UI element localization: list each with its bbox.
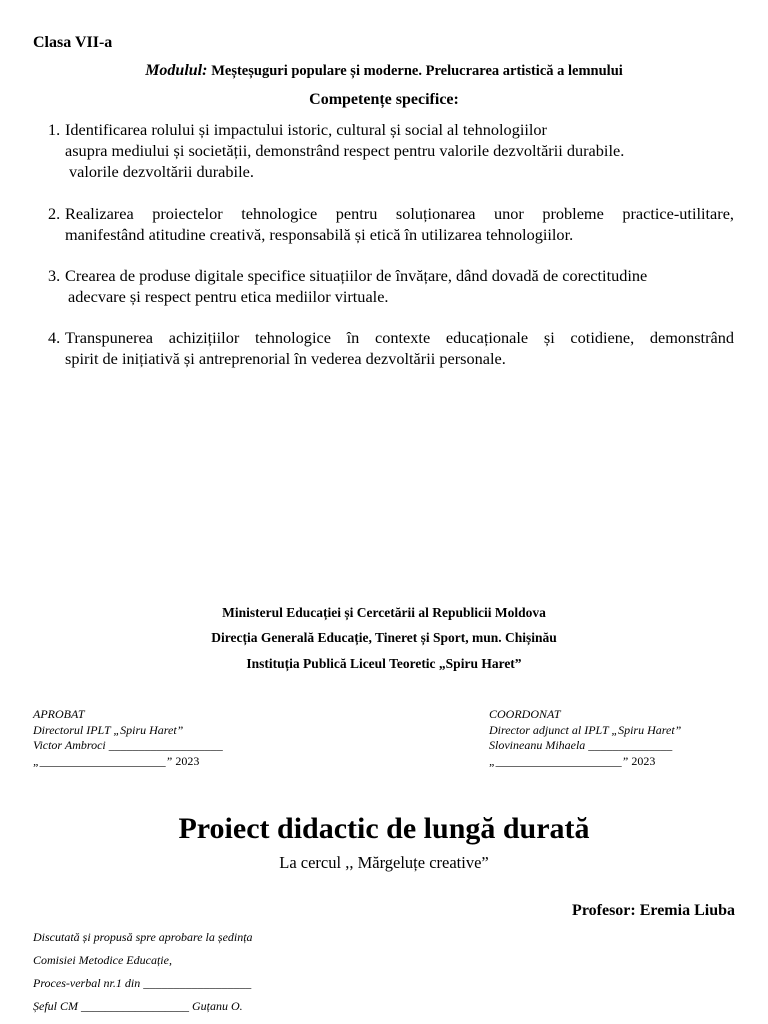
discussion-line: Proces-verbal nr.1 din __________________ — [33, 976, 252, 990]
competence-number: 2. — [48, 204, 61, 223]
competence-item-3 — [48, 265, 734, 307]
class-title: Clasa VII-a — [33, 34, 113, 51]
competence-item-2 — [48, 203, 734, 245]
competence-line: Transpunerea achizițiilor tehnologice în contexte educaționale și cotidiene, demonstrând — [65, 328, 734, 347]
module-label: Modulul: — [145, 62, 208, 79]
ministry-name: Ministerul Educației și Cercetării al Republicii Moldova — [222, 605, 546, 620]
approval-block — [33, 707, 223, 769]
coordination-title: COORDONAT — [489, 707, 561, 721]
competence-item-4 — [48, 327, 734, 369]
coordination-block — [489, 707, 681, 769]
competence-number: 1. — [48, 120, 61, 139]
competence-item-1 — [48, 119, 734, 182]
competence-line: Realizarea proiectelor tehnologice pentru soluționarea unor probleme practice-utilitare, — [65, 204, 734, 223]
coordination-name: Slovineanu Mihaela ______________ — [489, 738, 673, 752]
discussion-line: Comisiei Metodice Educație, — [33, 953, 172, 967]
school-name: Instituția Publică Liceul Teoretic „Spiru Haret” — [246, 656, 522, 671]
competence-line: Crearea de produse digitale specifice situațiilor de învățare, dând dovadă de corectitudine — [65, 266, 648, 285]
directorate-name: Direcția Generală Educație, Tineret și Sport, mun. Chișinău — [211, 630, 557, 645]
discussion-line: Discutată și propusă spre aprobare la ședința — [33, 930, 253, 944]
date-year: 2023 — [628, 753, 656, 768]
date-year: 2023 — [172, 753, 200, 768]
competence-line: manifestând atitudine creativă, responsabilă și etică în utilizarea tehnologiilor. — [65, 225, 574, 244]
approval-date — [33, 754, 223, 770]
competence-line: spirit de inițiativă și antreprenorial în vederea dezvoltării personale. — [65, 349, 506, 368]
approval-title: APROBAT — [33, 707, 85, 721]
competence-number: 4. — [48, 328, 61, 347]
document-subtitle: La cercul ,, Mărgeluțe creative” — [279, 853, 489, 872]
competences-heading: Competențe specifice: — [309, 91, 459, 108]
approval-name: Victor Ambroci ___________________ — [33, 738, 223, 752]
competence-line: valorile dezvoltării durabile. — [69, 162, 254, 181]
document-title: Proiect didactic de lungă durată — [178, 812, 590, 845]
competence-line: Identificarea rolului și impactului istoric, cultural și social al tehnologiilor — [65, 120, 547, 139]
coordination-role: Director adjunct al IPLT „Spiru Haret” — [489, 722, 682, 737]
module-value: Meșteșuguri populare și moderne. Prelucrarea artistică a lemnului — [211, 63, 623, 79]
competence-number: 3. — [48, 266, 61, 285]
coordination-date — [489, 754, 681, 770]
competence-line: asupra mediului și societății, demonstrând respect pentru valorile dezvoltării durabile. — [65, 141, 625, 160]
date-blank: „_____________________” — [489, 753, 629, 768]
discussion-line: Șeful CM __________________ Guțanu O. — [33, 999, 243, 1013]
module-line — [0, 62, 768, 80]
approval-role: Directorul IPLT „Spiru Haret” — [33, 722, 184, 737]
competence-line: adecvare și respect pentru etica mediilor virtuale. — [68, 287, 389, 306]
date-blank: „_____________________” — [33, 753, 173, 768]
teacher-name: Profesor: Eremia Liuba — [572, 902, 735, 919]
